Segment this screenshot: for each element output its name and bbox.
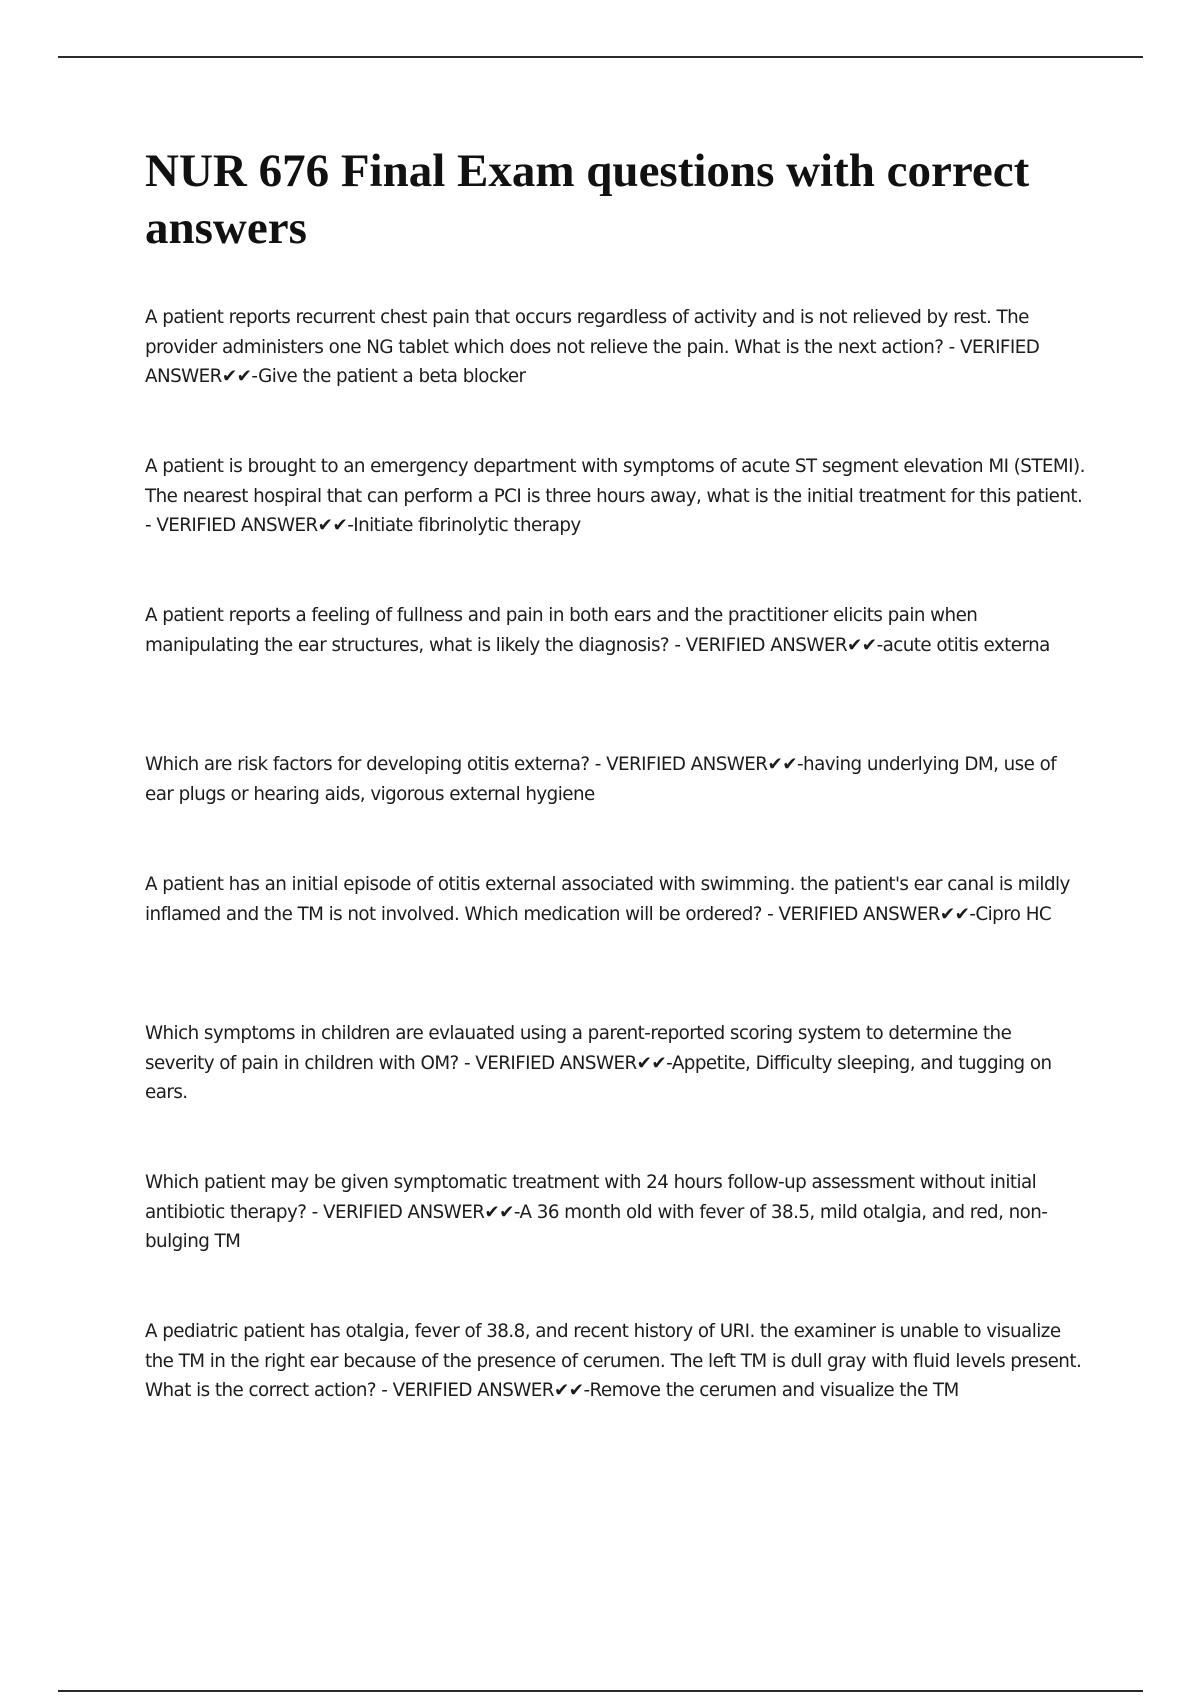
qa-entry bbox=[145, 452, 1085, 541]
verified-label: VERIFIED ANSWER✔✔ bbox=[322, 1201, 514, 1223]
verified-label: VERIFIED ANSWER✔✔ bbox=[156, 515, 348, 536]
verified-label: VERIFIED ANSWER✔✔ bbox=[778, 903, 970, 925]
header-rule bbox=[58, 56, 1143, 58]
document-title: NUR 676 Final Exam questions with correct answers bbox=[145, 145, 1030, 254]
question-text: A patient has an initial episode of otitis external associated with swimming. the patient's ear canal is mildly inflamed and the TM is not involved. Which medication will be ordered? - bbox=[145, 874, 1070, 925]
answer-text: -Cipro HC bbox=[969, 903, 1052, 925]
qa-entry bbox=[145, 1317, 1085, 1406]
answer-text: -having underlying DM, use of ear plugs or hearing aids, vigorous external hygiene bbox=[145, 754, 1057, 805]
question-text: A pediatric patient has otalgia, fever of 38.8, and recent history of URI. the examiner is unable to visualize the TM in the right ear because of the presence of cerumen. The left TM is dull gray with fluid levels present. What is the correct action? - bbox=[145, 1321, 1082, 1401]
question-text: Which symptoms in children are evlauated using a parent-reported scoring system to determine the severity of pain in children with OM? - bbox=[145, 1023, 1012, 1074]
answer-text: -Initiate fibrinolytic therapy bbox=[347, 515, 581, 536]
verified-label: VERIFIED ANSWER✔✔ bbox=[606, 754, 797, 775]
question-text: A patient reports a feeling of fullness and pain in both ears and the practitioner elicits pain when manipulating the ear structures, what is likely the diagnosis? - bbox=[145, 605, 978, 656]
question-text: A patient reports recurrent chest pain that occurs regardless of activity and is not relieved by rest. The provider administers one NG tablet which does not relieve the pain. What is the next action? - bbox=[145, 307, 1029, 358]
answer-text: -Appetite, Difficulty sleeping, and tugging on ears. bbox=[145, 1052, 1052, 1103]
verified-label: VERIFIED ANSWER✔✔ bbox=[145, 336, 1040, 387]
qa-entry bbox=[145, 750, 1085, 809]
question-text: Which patient may be given symptomatic treatment with 24 hours follow-up assessment without initial antibiotic therapy? - bbox=[145, 1172, 1037, 1223]
qa-entry bbox=[145, 1168, 1085, 1257]
footer-rule bbox=[58, 1690, 1143, 1692]
qa-entry bbox=[145, 601, 1085, 660]
qa-entry bbox=[145, 303, 1085, 392]
answer-text: -Remove the cerumen and visualize the TM bbox=[583, 1380, 959, 1401]
answer-text: -Give the patient a beta blocker bbox=[251, 366, 526, 387]
question-text: A patient is brought to an emergency department with symptoms of acute ST segment elevation MI (STEMI). The nearest hospiral that can perform a PCI is three hours away, what is the initial treatment for this patient. - bbox=[145, 456, 1085, 536]
qa-entry bbox=[145, 870, 1085, 929]
verified-label: VERIFIED ANSWER✔✔ bbox=[392, 1380, 584, 1401]
answer-text: -acute otitis externa bbox=[876, 634, 1050, 656]
answer-text: -A 36 month old with fever of 38.5, mild otalgia, and red, non-bulging TM bbox=[145, 1201, 1048, 1252]
verified-label: VERIFIED ANSWER✔✔ bbox=[685, 634, 877, 656]
question-text: Which are risk factors for developing otitis externa? - bbox=[145, 754, 607, 775]
verified-label: VERIFIED ANSWER✔✔ bbox=[475, 1052, 667, 1074]
qa-entry bbox=[145, 1019, 1085, 1108]
